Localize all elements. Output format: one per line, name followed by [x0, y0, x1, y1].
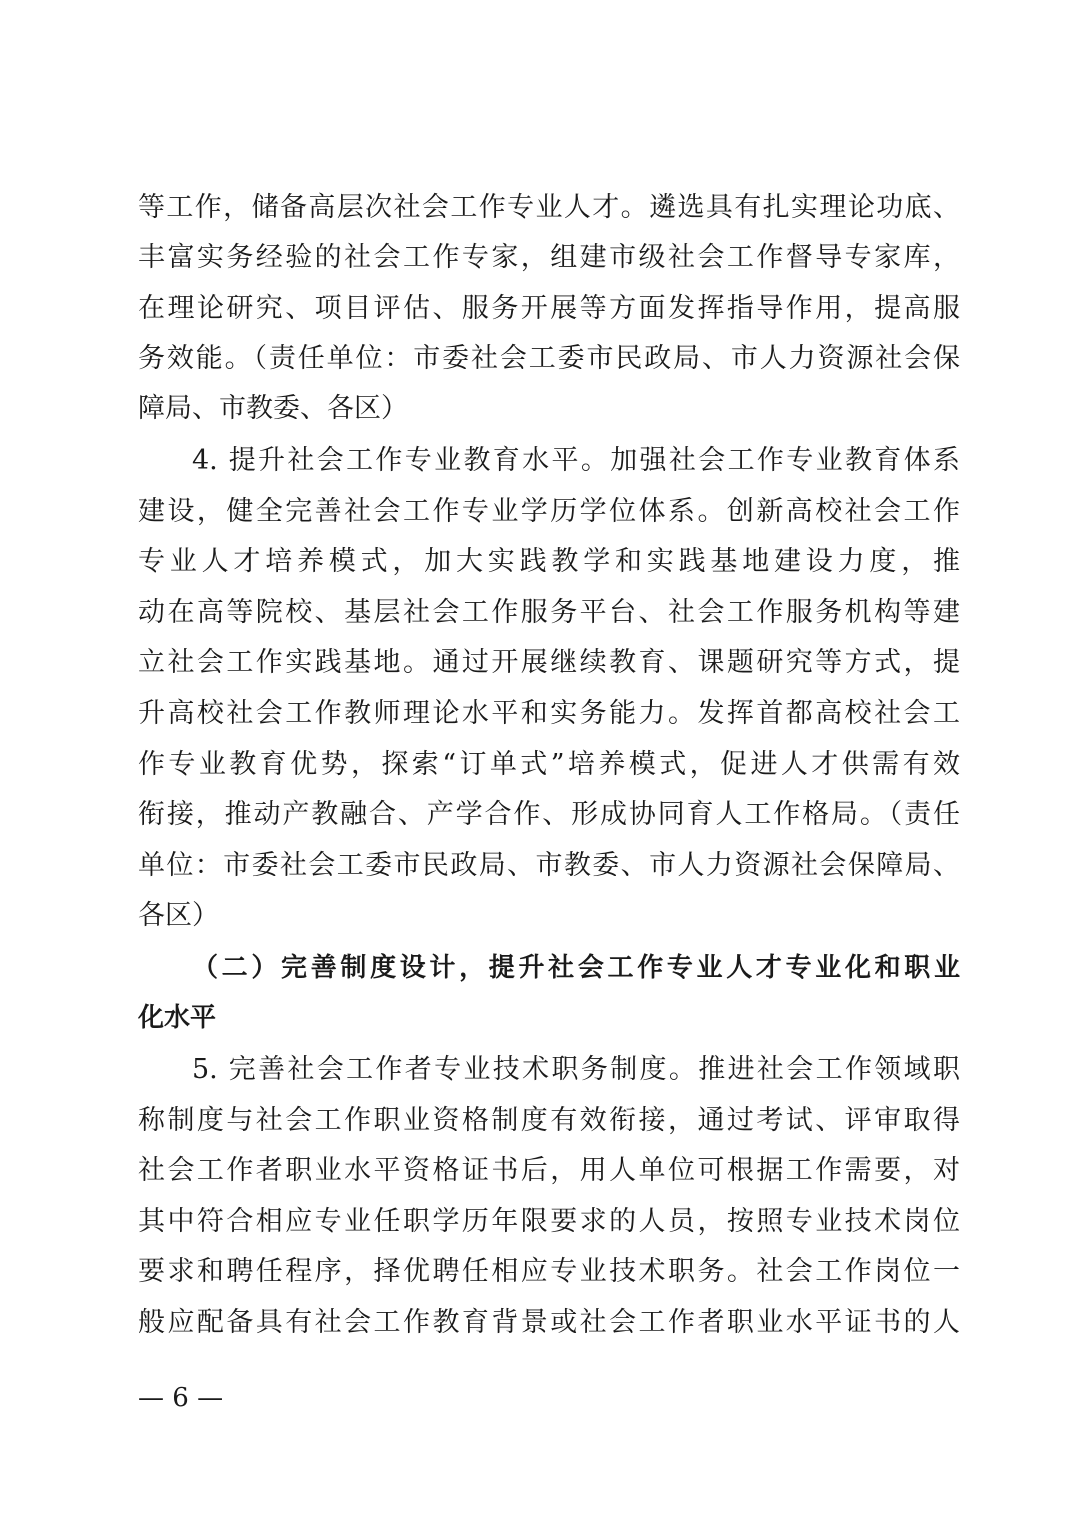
body-text-line: 其中符合相应专业任职学历年限要求的人员，按照专业技术岗位 [138, 1206, 960, 1237]
body-text-line: 动在高等院校、基层社会工作服务平台、社会工作服务机构等建 [138, 597, 960, 628]
body-text-line: 衔接，推动产教融合、产学合作、形成协同育人工作格局。（责任 [138, 799, 960, 830]
body-text-line: 在理论研究、项目评估、服务开展等方面发挥指导作用，提高服 [138, 293, 960, 324]
section-heading: （二）完善制度设计，提升社会工作专业人才专业化和职业 [192, 953, 960, 983]
body-text-line: 丰富实务经验的社会工作专家，组建市级社会工作督导专家库， [138, 242, 960, 273]
body-text-line: 等工作，储备高层次社会工作专业人才。遴选具有扎实理论功底、 [138, 192, 960, 223]
body-text-line: 社会工作者职业水平资格证书后，用人单位可根据工作需要，对 [138, 1155, 960, 1186]
body-text-line: 单位：市委社会工委市民政局、市教委、市人力资源社会保障局、 [138, 850, 960, 881]
body-text-line: 障局、市教委、各区） [138, 393, 408, 424]
section-item-4-title-line: 4. 提升社会工作专业教育水平。加强社会工作专业教育体系 [192, 445, 960, 476]
body-text-line: 作专业教育优势，探索“订单式”培养模式，促进人才供需有效 [138, 749, 960, 780]
body-text-line: 各区） [138, 900, 219, 931]
body-text-line: 称制度与社会工作职业资格制度有效衔接，通过考试、评审取得 [138, 1105, 960, 1136]
section-item-5-title-line: 5. 完善社会工作者专业技术职务制度。推进社会工作领域职 [192, 1054, 960, 1085]
body-text-line: 专业人才培养模式，加大实践教学和实践基地建设力度，推 [138, 546, 960, 577]
body-text-line: 要求和聘任程序，择优聘任相应专业技术职务。社会工作岗位一 [138, 1256, 960, 1287]
body-text-line: 立社会工作实践基地。通过开展继续教育、课题研究等方式，提 [138, 647, 960, 678]
section-heading-continuation: 化水平 [138, 1003, 217, 1033]
page-number: — 6 — [138, 1383, 224, 1413]
body-text-line: 建设，健全完善社会工作专业学历学位体系。创新高校社会工作 [138, 496, 960, 527]
body-text-line: 升高校社会工作教师理论水平和实务能力。发挥首都高校社会工 [138, 698, 960, 729]
body-text-line: 务效能。（责任单位：市委社会工委市民政局、市人力资源社会保 [138, 343, 960, 374]
body-text-line: 般应配备具有社会工作教育背景或社会工作者职业水平证书的人 [138, 1307, 960, 1338]
